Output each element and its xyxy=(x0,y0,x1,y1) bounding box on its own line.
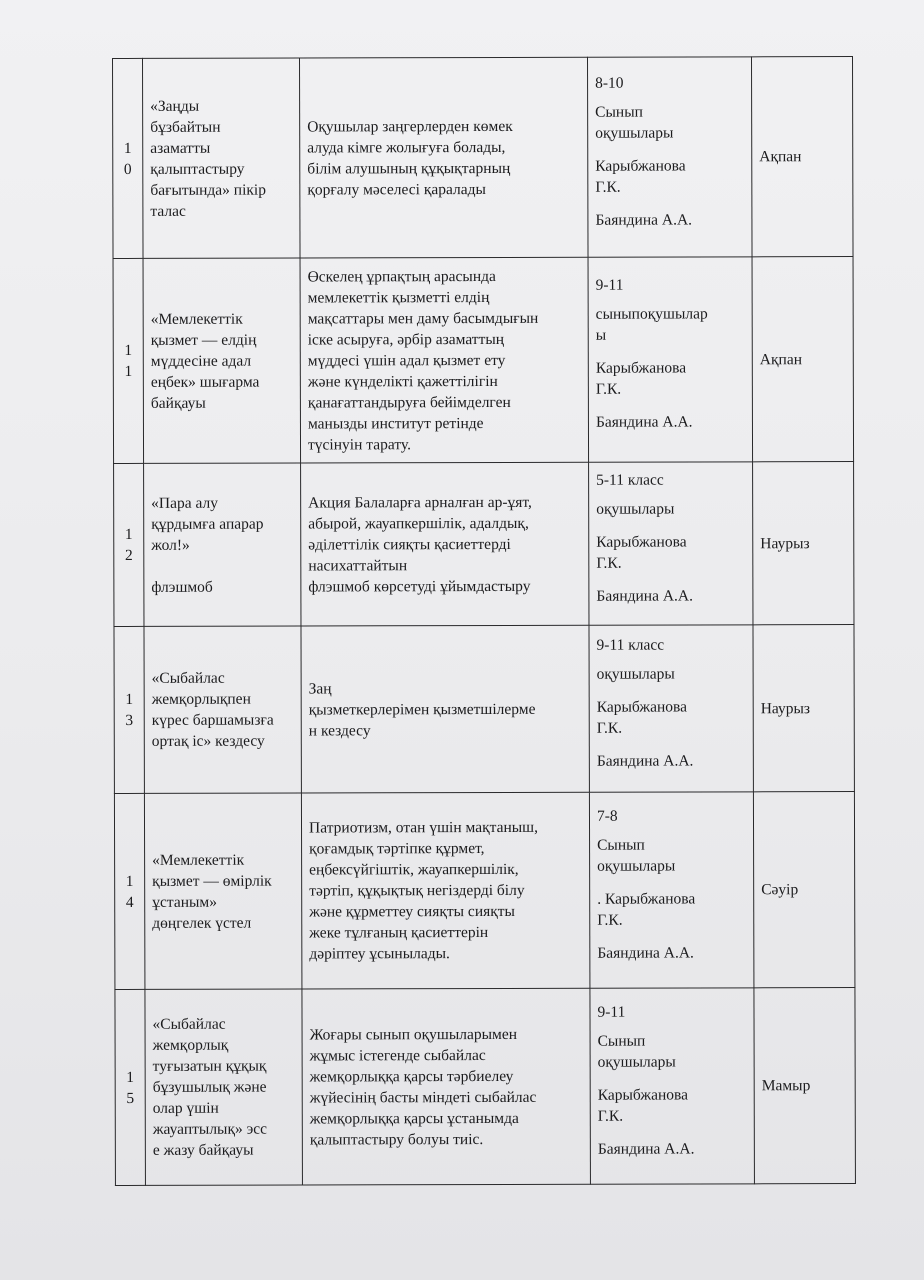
row-number-digit: 1 xyxy=(124,525,133,543)
event-description: Патриотизм, отан үшін мақтаныш, қоғамдық тәртіпке құрмет, еңбексүйгіштік, жауапкершілік, тәртіп, құқықтық негіздерді білу және құрметтеу сияқты сияқты жеке тұлғаның қасиеттерін дәріптеу ұсынылады. xyxy=(301,792,590,989)
participant-group: сыныпоқушылар ы xyxy=(595,305,708,344)
responsible-teacher: Баяндина А.А. xyxy=(596,586,694,605)
row-number-digit: 1 xyxy=(125,872,134,890)
event-title: «Сыбайлас жемқорлық туғызатын құқық бұзушылық және олар үшін жауаптылық» эсс е жазу байқауы xyxy=(145,989,303,1185)
responsible-teacher: Баяндина А.А. xyxy=(597,1139,695,1158)
event-month: Ақпан xyxy=(752,257,854,462)
event-month: Наурыз xyxy=(753,462,854,625)
table-row xyxy=(114,792,855,990)
row-number-digit: 2 xyxy=(124,546,133,564)
event-month: Наурыз xyxy=(753,625,854,792)
grade-range: 7-8 xyxy=(596,807,618,825)
event-title: «Заңды бұзбайтын азаматты қалыптастыру бағытында» пікір талас xyxy=(143,58,301,258)
table-row xyxy=(113,57,854,259)
participant-group: Сынып оқушылары xyxy=(597,1032,676,1071)
event-description: Акция Балаларға арналған ар-ұят, абырой, жауапкершілік, адалдық, әділеттілік сияқты қасиеттерді насихаттайтын флэшмоб көрсетуді ұйымдастыру xyxy=(301,462,589,626)
row-number-digit: 4 xyxy=(125,893,134,911)
grade-range: 9-11 xyxy=(595,276,624,294)
row-number-digit: 3 xyxy=(125,711,134,729)
responsible-teacher: Карыбжанова Г.К. xyxy=(595,359,687,398)
event-description: Заң қызметкерлерімен қызметшілерме н кездесу xyxy=(301,625,589,793)
row-number-digit: 1 xyxy=(124,362,133,380)
event-title: «Сыбайлас жемқорлықпен күрес баршамызға ортақ іс» кездесу xyxy=(144,626,301,793)
participants-cell xyxy=(588,257,753,462)
row-number-digit: 0 xyxy=(123,160,132,178)
row-number-digit: 1 xyxy=(123,139,132,157)
participant-group: оқушылары xyxy=(596,665,675,683)
participant-group: Сынып оқушылары xyxy=(595,103,674,142)
table-row xyxy=(115,988,856,1186)
grade-range: 9-11 класс xyxy=(596,636,665,654)
participants-cell xyxy=(590,988,755,1184)
participant-group: Сынып оқушылары xyxy=(597,836,676,875)
responsible-teacher: Карыбжанова Г.К. xyxy=(596,532,687,572)
responsible-teacher: Карыбжанова Г.К. xyxy=(597,1085,689,1125)
row-number-digit: 1 xyxy=(126,1068,135,1086)
participants-cell xyxy=(587,57,752,257)
participants-cell xyxy=(589,792,754,988)
responsible-teacher: Баяндина А.А. xyxy=(595,413,693,431)
row-number xyxy=(113,258,144,463)
responsible-teacher: Карыбжанова Г.К. xyxy=(596,697,688,737)
row-number-digit: 1 xyxy=(125,690,134,708)
participants-cell xyxy=(589,625,753,792)
event-title: «Мемлекеттік қызмет — елдің мүддесіне адал еңбек» шығарма байқауы xyxy=(143,258,301,463)
responsible-teacher: Баяндина А.А. xyxy=(597,943,694,962)
row-number-digit: 5 xyxy=(126,1089,135,1107)
responsible-teacher: . Карыбжанова Г.К. xyxy=(597,889,696,929)
row-number xyxy=(113,58,144,258)
participant-group: оқушылары xyxy=(596,500,675,518)
responsible-teacher: Баяндина А.А. xyxy=(595,210,693,229)
grade-range: 8-10 xyxy=(595,74,624,92)
table-row xyxy=(114,625,854,794)
event-description: Жоғары сынып оқушыларымен жұмыс істегенде сыбайлас жемқорлыққа қарсы тәрбиелеу жүйесінің басты міндеті сыбайлас жемқорлыққа қарсы ұстанымда қалыптастыру болуы тиіс. xyxy=(302,988,591,1185)
participants-cell xyxy=(589,462,753,625)
event-description: Өскелең ұрпақтың арасында мемлекеттік қызметті елдің мақсаттары мен даму басымдығын іске асыруға, әрбір азаматтың мүддесі үшін адал қызмет ету және күнделікті қажеттілігін қанағаттандыруға бейімделген манызды институт ретінде түсінуін тарату. xyxy=(300,257,589,463)
grade-range: 5-11 класс xyxy=(596,471,664,489)
responsible-teacher: Карыбжанова Г.К. xyxy=(595,156,686,196)
event-month: Ақпан xyxy=(751,57,853,257)
event-title: «Мемлекеттік қызмет — өмірлік ұстаным» дөңгелек үстел xyxy=(144,793,302,989)
row-number xyxy=(114,793,145,989)
row-number xyxy=(115,989,146,1185)
table-row xyxy=(114,462,854,627)
grade-range: 9-11 xyxy=(597,1003,626,1021)
event-title: «Пара алу құрдымға апарар жол!» флэшмоб xyxy=(144,463,301,626)
event-month: Сәуір xyxy=(753,792,855,988)
table-row xyxy=(113,257,854,464)
row-number-digit: 1 xyxy=(124,341,133,359)
responsible-teacher: Баяндина А.А. xyxy=(596,751,694,770)
events-plan-table xyxy=(112,56,856,1186)
event-month: Мамыр xyxy=(754,988,856,1184)
row-number xyxy=(114,463,144,626)
row-number xyxy=(114,626,144,793)
event-description: Оқушылар заңгерлерден көмек алуда кімге жолығуға болады, білім алушының құқықтарның қорғалу мәселесі қаралады xyxy=(300,57,589,258)
